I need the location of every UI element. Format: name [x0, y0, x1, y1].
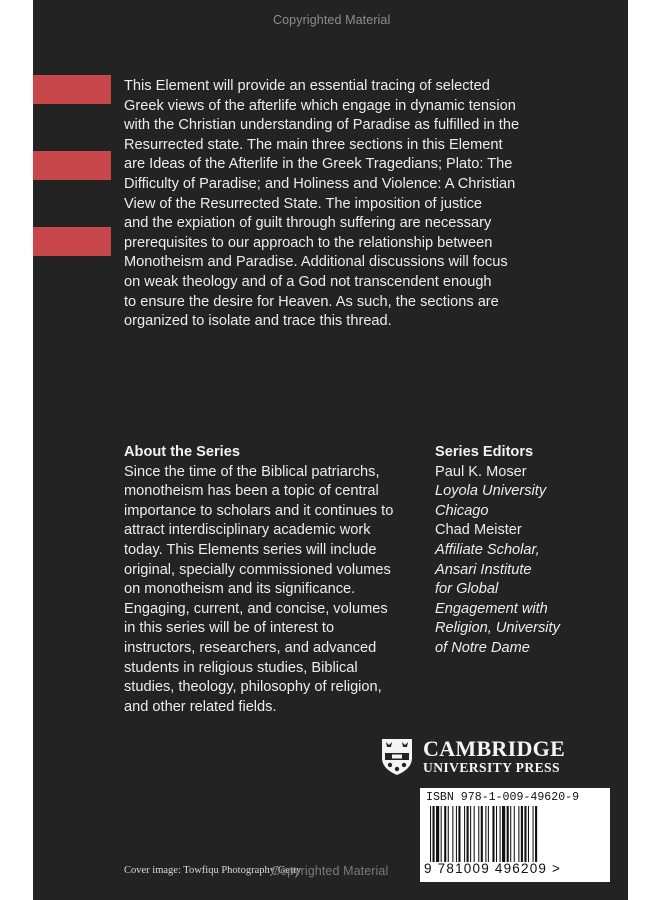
- editor-affiliation: Religion, University: [435, 620, 560, 637]
- blurb-line: Greek views of the afterlife which engage in dynamic tension: [124, 97, 516, 114]
- about-line: importance to scholars and it continues to: [124, 502, 394, 519]
- editor-affiliation: Chicago: [435, 502, 489, 519]
- editor-name: Chad Meister: [435, 522, 522, 539]
- about-the-series: [124, 443, 424, 717]
- blurb-line: on weak theology and of a God not transcendent enough: [124, 273, 492, 290]
- cambridge-shield-icon: [381, 738, 413, 776]
- isbn-barcode: [420, 788, 610, 882]
- blurb-line: prerequisites to our approach to the relationship between: [124, 234, 493, 251]
- accent-bar: [33, 227, 111, 256]
- blurb-line: are Ideas of the Afterlife in the Greek Tragedians; Plato: The: [124, 156, 513, 173]
- publisher-subtitle: UNIVERSITY PRESS: [423, 760, 560, 775]
- blurb-line: and the expiation of guilt through suffering are necessary: [124, 215, 492, 232]
- editor-affiliation: Loyola University: [435, 483, 547, 500]
- editor-affiliation: of Notre Dame: [435, 639, 530, 656]
- watermark-top: Copyrighted Material: [273, 13, 391, 27]
- publisher-logo: [381, 738, 581, 778]
- blurb-line: to ensure the desire for Heaven. As such, the sections are: [124, 293, 499, 310]
- accent-bar: [33, 75, 111, 104]
- barcode-bars: [428, 806, 602, 862]
- blurb-line: Monotheism and Paradise. Additional discussions will focus: [124, 254, 508, 271]
- accent-bar: [33, 151, 111, 180]
- blurb-line: organized to isolate and trace this thread.: [124, 313, 392, 330]
- editor-affiliation: Ansari Institute: [435, 561, 532, 578]
- blurb-line: This Element will provide an essential tracing of selected: [124, 78, 490, 94]
- editor-affiliation: Affiliate Scholar,: [435, 541, 540, 558]
- about-body: [124, 463, 424, 718]
- about-line: Since the time of the Biblical patriarchs,: [124, 463, 380, 480]
- editor-affiliation: Engagement with: [435, 600, 548, 617]
- isbn-label: ISBN 978-1-009-49620-9: [426, 791, 580, 804]
- about-line: students in religious studies, Biblical: [124, 659, 358, 676]
- about-line: on monotheism and its significance.: [124, 581, 356, 598]
- blurb-line: Resurrected state. The main three sections in this Element: [124, 136, 503, 153]
- about-line: and other related fields.: [124, 698, 277, 715]
- book-blurb: [124, 77, 602, 332]
- back-cover: [33, 0, 628, 900]
- about-line: Engaging, current, and concise, volumes: [124, 600, 388, 617]
- editor-name: Paul K. Moser: [435, 463, 527, 480]
- blurb-line: Difficulty of Paradise; and Holiness and Violence: A Christian: [124, 175, 516, 192]
- about-heading: About the Series: [124, 444, 240, 460]
- barcode-digits: 9 781009 496209 >: [424, 861, 562, 876]
- about-line: monotheism has been a topic of central: [124, 483, 379, 500]
- about-line: today. This Elements series will include: [124, 541, 377, 558]
- publisher-name: CAMBRIDGE: [423, 736, 566, 761]
- editors-heading: Series Editors: [435, 444, 534, 460]
- about-line: original, specially commissioned volumes: [124, 561, 391, 578]
- about-line: instructors, researchers, and advanced: [124, 639, 377, 656]
- about-line: studies, theology, philosophy of religion,: [124, 679, 382, 696]
- watermark-bottom: Copyrighted Material: [271, 864, 389, 878]
- cover-image-credit: Cover image: Towfiqu Photography/Getty: [124, 865, 302, 876]
- blurb-line: View of the Resurrected State. The imposition of justice: [124, 195, 483, 212]
- blurb-line: with the Christian understanding of Paradise as fulfilled in the: [124, 117, 520, 134]
- about-line: in this series will be of interest to: [124, 620, 335, 637]
- series-editors: [435, 443, 595, 659]
- editor-affiliation: for Global: [435, 581, 499, 598]
- about-line: attract interdisciplinary academic work: [124, 522, 371, 539]
